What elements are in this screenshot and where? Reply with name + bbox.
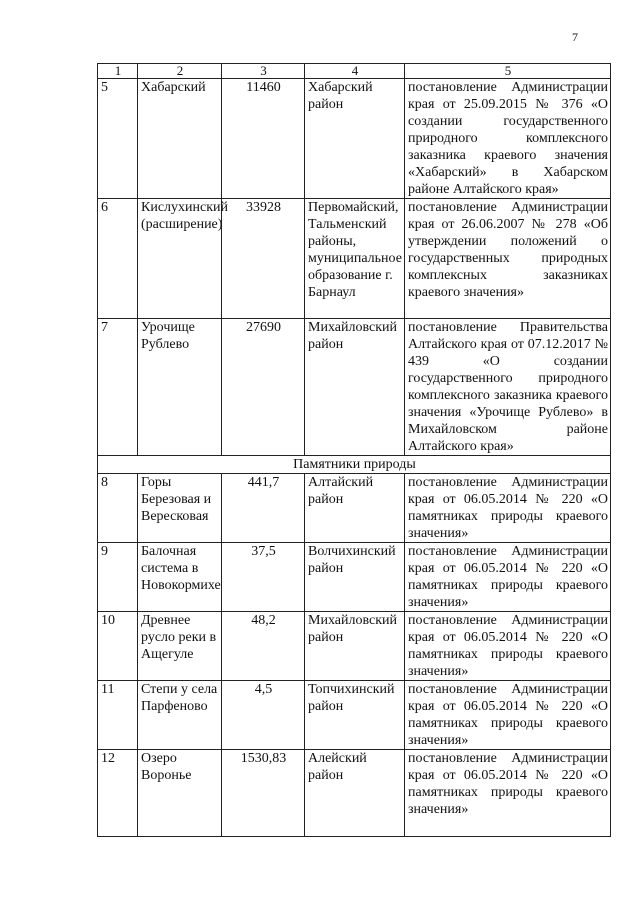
area-size: 27690 xyxy=(222,319,305,456)
row-number: 5 xyxy=(98,79,138,199)
row-number: 9 xyxy=(98,543,138,612)
column-header: 5 xyxy=(405,64,611,79)
row-number: 11 xyxy=(98,681,138,750)
table-row xyxy=(98,612,611,681)
district: Михайловский район xyxy=(305,612,405,681)
legal-document: постановление Администрации края от 06.05.2014 № 220 «О памятниках природы краевого значения» xyxy=(405,750,611,837)
district: Волчихинский район xyxy=(305,543,405,612)
area-name: Степи у села Парфеново xyxy=(138,681,222,750)
area-name: Древнее русло реки в Ащегуле xyxy=(138,612,222,681)
section-row xyxy=(98,456,611,474)
legal-document: постановление Администрации края от 06.05.2014 № 220 «О памятниках природы краевого значения» xyxy=(405,681,611,750)
district: Топчихинский район xyxy=(305,681,405,750)
section-title: Памятники природы xyxy=(98,456,611,474)
column-number-row xyxy=(98,64,611,79)
district: Алтайский район xyxy=(305,474,405,543)
table-row xyxy=(98,79,611,199)
district: Михайловский район xyxy=(305,319,405,456)
column-header: 2 xyxy=(138,64,222,79)
area-size: 37,5 xyxy=(222,543,305,612)
column-header: 1 xyxy=(98,64,138,79)
legal-document: постановление Администрации края от 06.05.2014 № 220 «О памятниках природы краевого значения» xyxy=(405,474,611,543)
legal-document: постановление Администрации края от 06.05.2014 № 220 «О памятниках природы краевого значения» xyxy=(405,543,611,612)
table-row xyxy=(98,319,611,456)
area-name: Хабарский xyxy=(138,79,222,199)
area-name: Кислухинский (расширение) xyxy=(138,199,222,319)
page-number: 7 xyxy=(572,30,578,44)
area-size: 1530,83 xyxy=(222,750,305,837)
column-header: 4 xyxy=(305,64,405,79)
area-size: 33928 xyxy=(222,199,305,319)
district: Хабарский район xyxy=(305,79,405,199)
area-name: Балочная система в Новокормихе xyxy=(138,543,222,612)
table-row xyxy=(98,543,611,612)
area-size: 48,2 xyxy=(222,612,305,681)
legal-document: постановление Администрации края от 26.06.2007 № 278 «Об утверждении положений о государственных природных комплексных заказниках краевого значения» xyxy=(405,199,611,319)
area-name: Горы Березовая и Вересковая xyxy=(138,474,222,543)
row-number: 10 xyxy=(98,612,138,681)
area-size: 11460 xyxy=(222,79,305,199)
row-number: 8 xyxy=(98,474,138,543)
row-number: 6 xyxy=(98,199,138,319)
table-row xyxy=(98,681,611,750)
table-row xyxy=(98,199,611,319)
row-number: 12 xyxy=(98,750,138,837)
legal-document: постановление Администрации края от 06.05.2014 № 220 «О памятниках природы краевого значения» xyxy=(405,612,611,681)
district: Первомайский, Тальменский районы, муниципальное образование г. Барнаул xyxy=(305,199,405,319)
table-row xyxy=(98,474,611,543)
area-size: 441,7 xyxy=(222,474,305,543)
legal-document: постановление Правительства Алтайского края от 07.12.2017 № 439 «О создании государственного природного комплексного заказника краевого значения «Урочище Рублево» в Михайловском районе Алтайского края» xyxy=(405,319,611,456)
protected-areas-table xyxy=(97,63,611,837)
area-name: Озеро Воронье xyxy=(138,750,222,837)
area-name: Урочище Рублево xyxy=(138,319,222,456)
area-size: 4,5 xyxy=(222,681,305,750)
table-row xyxy=(98,750,611,837)
column-header: 3 xyxy=(222,64,305,79)
district: Алейский район xyxy=(305,750,405,837)
legal-document: постановление Администрации края от 25.09.2015 № 376 «О создании государственного природного комплексного заказника краевого значения «Хабарский» в Хабарском районе Алтайского края» xyxy=(405,79,611,199)
row-number: 7 xyxy=(98,319,138,456)
